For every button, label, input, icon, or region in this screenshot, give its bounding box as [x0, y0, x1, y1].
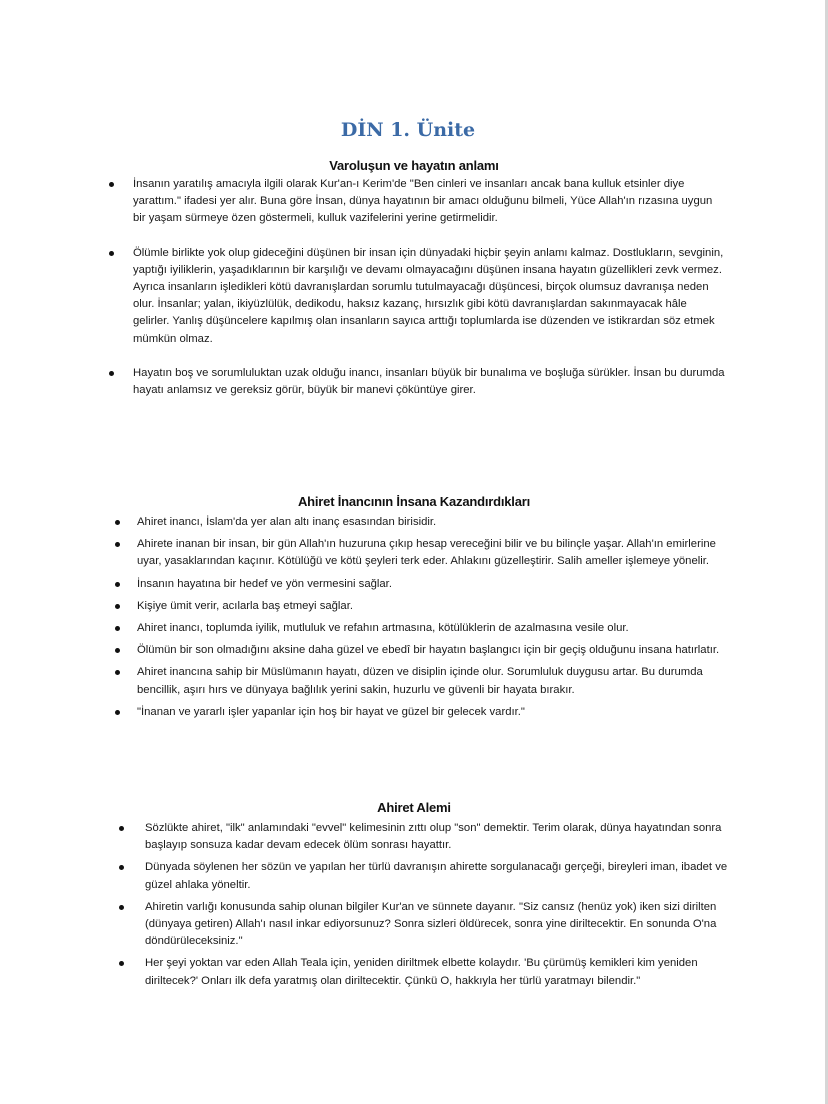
list-item: Ahiret inancına sahip bir Müslümanın hayatı, düzen ve disiplin içinde olur. Sorumluluk duygusu artar. Bu durumda bencillik, aşırı hırs ve dünyaya bağlılık yerini sakin, huzurlu ve güvenli bir hayata bırakır.: [137, 664, 729, 698]
list-item: Hayatın boş ve sorumluluktan uzak olduğu inancı, insanları büyük bir bunalıma ve boşluğa sürükler. İnsan bu durumda hayatı anlamsız ve gereksiz görür, büyük bir manevi çöküntüye girer.: [133, 365, 725, 399]
bullet-list: [0, 176, 828, 399]
section-heading: Ahiret Alemi: [377, 800, 451, 815]
section-varolus: [0, 158, 828, 399]
section-ahiret-inanci: [0, 494, 828, 726]
bullet-list: [0, 820, 828, 990]
list-item: "İnanan ve yararlı işler yapanlar için hoş bir hayat ve güzel bir gelecek vardır.": [137, 704, 729, 721]
list-item: Her şeyi yoktan var eden Allah Teala için, yeniden diriltmek elbette kolaydır. 'Bu çürümüş kemikleri kim yeniden diriltecek?' Onları ilk defa yaratmış olan diriltecektir. Çünkü O, hakkıyla her türlü yaratmayı bilendir.": [145, 955, 730, 989]
list-item: İnsanın hayatına bir hedef ve yön vermesini sağlar.: [137, 576, 729, 593]
list-item: Kişiye ümit verir, acılarla baş etmeyi sağlar.: [137, 598, 729, 615]
list-item: Dünyada söylenen her sözün ve yapılan her türlü davranışın ahirette sorgulanacağı gerçeği, bireyleri iman, ibadet ve güzel ahlaka yöneltir.: [145, 859, 730, 893]
list-item: Ahiret inancı, İslam'da yer alan altı inanç esasından birisidir.: [137, 514, 729, 531]
list-item: Ahirete inanan bir insan, bir gün Allah'ın huzuruna çıkıp hesap vereceğini bilir ve bu bilinçle yaşar. Allah'ın emirlerine uyar, yasaklarından kaçınır. Kötülüğü ve kötü şeyleri terk eder. Ahlakını güzelleştirir. Salih ameller işlemeye yönelir.: [137, 536, 729, 570]
bullet-list: [0, 514, 828, 721]
list-item: Ahiretin varlığı konusunda sahip olunan bilgiler Kur'an ve sünnete dayanır. "Siz cansız (henüz yok) iken sizi dirilten (dünyaya getiren) Allah'ı nasıl inkar ediyorsunuz? Sonra sizleri öldürecek, sonra yine diriltecektir. En sonunda O'na döndürüleceksiniz.": [145, 899, 730, 951]
section-heading: Varoluşun ve hayatın anlamı: [329, 158, 499, 173]
document-title: DİN 1. Ünite: [340, 119, 476, 141]
section-heading: Ahiret İnancının İnsana Kazandırdıkları: [297, 494, 531, 509]
list-item: Ölümün bir son olmadığını aksine daha güzel ve ebedî bir hayatın başlangıcı için bir geçiş olduğunu insana hatırlatır.: [137, 642, 729, 659]
list-item: Sözlükte ahiret, "ilk" anlamındaki "evvel" kelimesinin zıttı olup "son" demektir. Terim olarak, dünya hayatından sonra başlayıp sonsuza kadar devam edecek ölüm sonrası hayattır.: [145, 820, 730, 854]
section-ahiret-alemi: [0, 800, 828, 995]
list-item: Ahiret inancı, toplumda iyilik, mutluluk ve refahın artmasına, kötülüklerin de azalmasına vesile olur.: [137, 620, 729, 637]
list-item: İnsanın yaratılış amacıyla ilgili olarak Kur'an-ı Kerim'de "Ben cinleri ve insanları ancak bana kulluk etsinler diye yarattım." ifadesi yer alır. Buna göre İnsan, dünya hayatının bir amacı olduğunu bilmeli, Yüce Allah'ın rızasına uygun bir yaşam sürmeye özen göstermeli, kulluk vazifelerini yerine getirmelidir.: [133, 176, 725, 228]
list-item: Ölümle birlikte yok olup gideceğini düşünen bir insan için dünyadaki hiçbir şeyin anlamı kalmaz. Dostlukların, sevginin, yaptığı iyiliklerin, yaşadıklarının bir karşılığı ve devamı olmayacağını düşünen insana hayatın güzellikleri zevk vermez. Ayrıca insanların işledikleri kötü davranışlardan sorumlu tutulmayacağı düşüncesi, birçok olumsuz davranışa neden olur. İnsanlar; yalan, ikiyüzlülük, dedikodu, haksız kazanç, hırsızlık gibi kötü davranışlardan sakınmayacak hâle gelirler. Yanlış düşüncelere kapılmış olan insanların sayıca arttığı toplumlarda ise düzenden ve istikrardan söz etmek mümkün olmaz.: [133, 245, 725, 348]
